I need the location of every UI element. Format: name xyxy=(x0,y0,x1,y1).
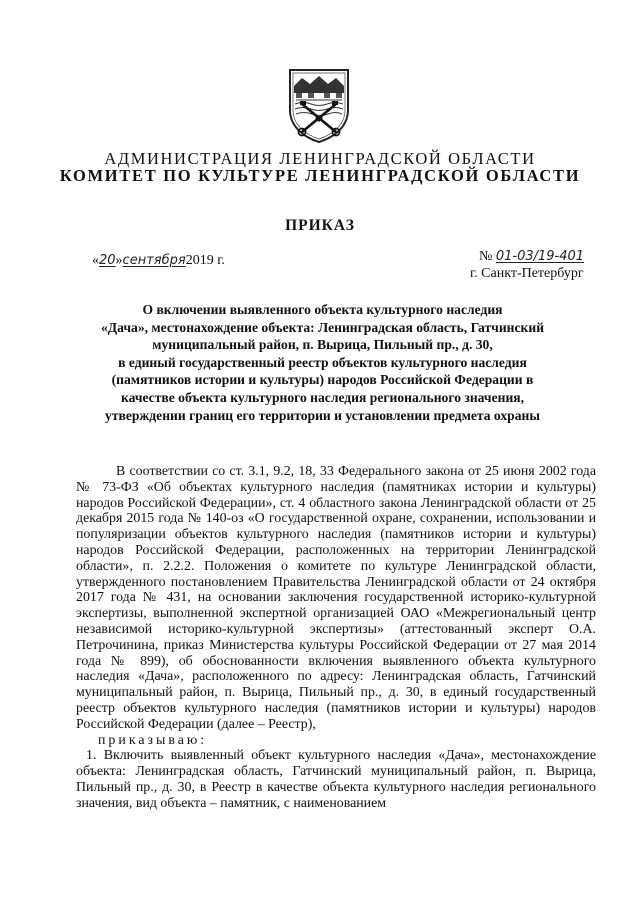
title-line: утверждении границ его территории и установлении предмета охраны xyxy=(105,407,540,423)
title-line: в единый государственный реестр объектов культурного наследия xyxy=(118,354,527,370)
document-type-heading: ПРИКАЗ xyxy=(285,217,355,234)
date-month-handwritten: сентября xyxy=(122,253,186,268)
date-close-quote: » xyxy=(115,253,123,268)
title-line: «Дача», местонахождение объекта: Ленинградская область, Гатчинский xyxy=(100,319,545,335)
document-title xyxy=(90,301,555,424)
preamble-paragraph: В соответствии со ст. 3.1, 9.2, 18, 33 Федерального закона от 25 июня 2002 года № 73-ФЗ «Об объектах культурного наследия (памятниках истории и культуры) народов Российской Федерации», ст. 4 областного закона Ленинградской области от 25 декабря 2015 года № 140-оз «О государственной охране, сохранении, использовании и популяризации объектов культурного наследия (памятников истории и культуры) народов Российской Федерации, расположенных на территории Ленинградской области», п. 2.2.2. Положения о комитете по культуре Ленинградской области, утвержденного постановлением Правительства Ленинградской области от 24 октября 2017 года № 431, на основании заключения государственной историко-культурной экспертизы, выполненной экспертной организацией ОАО «Межрегиональный центр независимой историко-культурной экспертизы» (аттестованный эксперт О.А. Петрочинина, приказ Министерства культуры Российской Федерации от 27 мая 2014 года № 899), об обоснованности включения выявленного объекта культурного наследия «Дача», расположенного по адресу: Ленинградская область, Гатчинский муниципальный район, п. Вырица, Пильный пр., д. 30, в единый государственный реестр объектов культурного наследия (памятников истории и культуры) народов Российской Федерации (далее – Реестр), xyxy=(76,464,596,732)
coat-of-arms-emblem xyxy=(286,66,352,144)
date-open-quote: « xyxy=(92,253,99,268)
date-year: 2019 г. xyxy=(185,253,225,268)
orders-word: приказываю: xyxy=(98,732,208,748)
document-city: г. Санкт-Петербург xyxy=(470,266,584,281)
document-number xyxy=(479,249,584,265)
title-line: О включении выявленного объекта культурного наследия xyxy=(142,302,503,317)
document-date xyxy=(92,253,225,269)
number-value-handwritten: 01-03/19-401 xyxy=(495,249,585,264)
title-line: муниципальный район, п. Вырица, Пильный пр., д. 30, xyxy=(152,337,493,353)
title-line: качестве объекта культурного наследия регионального значения, xyxy=(120,389,525,405)
date-day-handwritten: 20 xyxy=(99,253,116,268)
document-body xyxy=(76,464,596,812)
order-item-1: 1. Включить выявленный объект культурного наследия «Дача», местонахождение объекта: Ленинградская область, Гатчинский муниципальный район, п. Вырица, Пильный пр., д. 30, в Реестр в качестве объекта культурного наследия регионального значения, вид объекта – памятник, с наименованием xyxy=(76,748,596,811)
organization-line-1: АДМИНИСТРАЦИЯ ЛЕНИНГРАДСКОЙ ОБЛАСТИ xyxy=(104,149,536,168)
number-prefix: № xyxy=(479,249,493,264)
title-line: (памятников истории и культуры) народов Российской Федерации в xyxy=(111,372,534,388)
organization-line-2: КОМИТЕТ ПО КУЛЬТУРЕ ЛЕНИНГРАДСКОЙ ОБЛАСТИ xyxy=(59,166,581,185)
